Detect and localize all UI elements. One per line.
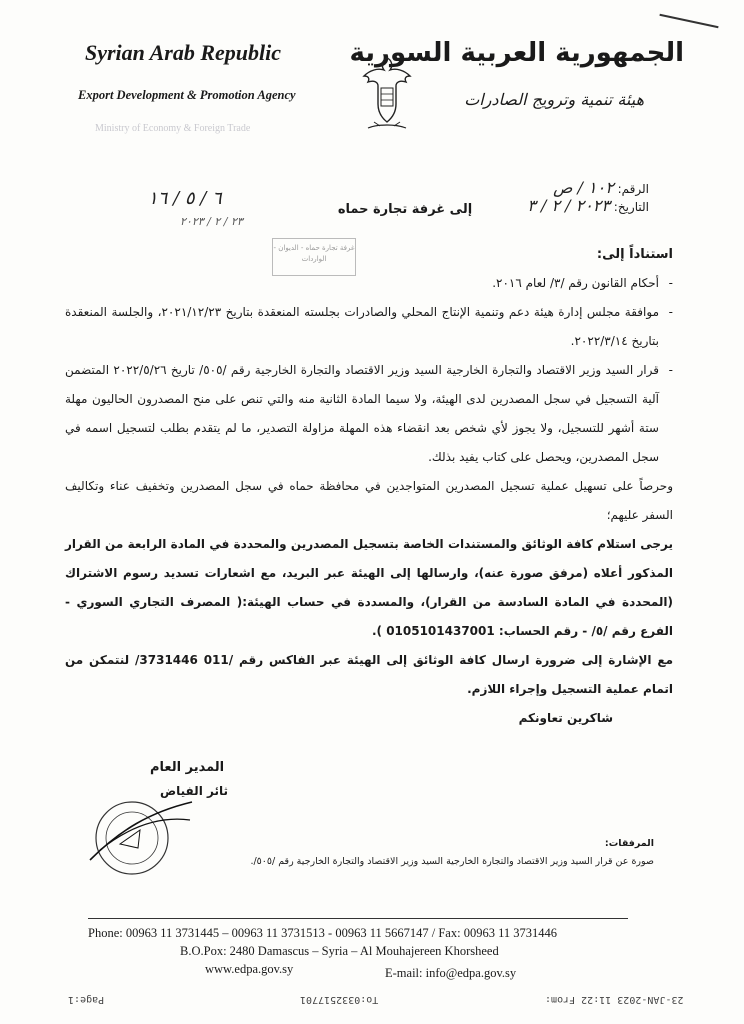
official-seal-icon [80,790,200,880]
footer-website: www.edpa.gov.sy [205,962,294,976]
closing: شاكرين تعاونكم [518,711,613,725]
number-label: الرقم: [617,182,649,196]
received-stamp: غرفة تجارة حماه - الديوان - الواردات [272,238,356,276]
letterhead-en-subtitle: Export Development & Promotion Agency [78,88,296,102]
basis-list [65,269,673,472]
number-value: ١٠٢ / ص [553,178,614,197]
footer-address: B.O.Pox: 2480 Damascus – Syria – Al Mouhajereen Khorsheed [180,944,499,958]
fax-header-to: To:0332517701 [300,994,379,1005]
ghost-text: Ministry of Economy & Foreign Trade [95,123,251,134]
letterhead-ar-title: الجمهورية العربية السورية [349,38,684,68]
date-label: التاريخ: [613,200,649,214]
attachments-label: المرفقات: [604,838,654,849]
attachments-item: صورة عن قرار السيد وزير الاقتصاد والتجارة الخارجية السيد وزير الاقتصاد والتجارة الخارجية رقم /٥٠٥/. [250,856,654,867]
paragraph-fax-note: مع الإشارة إلى ضرورة ارسال كافة الوثائق إلى الهيئة عبر الفاكس رقم /011 3731446/ لنتمكن من اتمام عملية التسجيل وإجراء اللازم. [65,653,674,696]
handwritten-ref: ٦ / ٥ / ١٦ [148,188,222,209]
eagle-emblem-icon [348,52,426,138]
body-heading: استناداً إلى: [596,247,673,262]
addressee: إلى غرفة تجارة حماه [337,202,473,217]
footer-phone: Phone: 00963 11 3731445 – 00963 11 3731513 - 00963 11 5667147 / Fax: 00963 11 3731446 [88,926,557,940]
signatory-name: ثائر الفياض [160,784,228,798]
footer-divider [88,918,628,919]
fax-header-from: 23-JAN-2023 11:22 From: [545,994,684,1005]
reference-number [553,178,649,197]
paragraph-purpose: وحرصاً على تسهيل عملية تسجيل المصدرين المتواجدين في محافظة حماه في سجل المصدرين وتخفيف عناء وتكاليف السفر عليهم؛ [65,479,673,522]
list-item: - قرار السيد وزير الاقتصاد والتجارة الخارجية السيد وزير الاقتصاد والتجارة الخارجية رقم /٥٠٥/ تاريخ ٢٠٢٢/٥/٢٦ المتضمن آلية التسجيل في سجل المصدرين لدى الهيئة، ولا سيما المادة الثانية منه والتي تنص على منح المصدرون الحاليون مهلة ستة أشهر للتسجيل، ولا يجوز لأي شخص بعد انقضاء هذه المهلة مزاولة التصدير، ما لم يتقدم بطلب لتسجيل اسمه في سجل المصدرين، ويحصل على كتاب يفيد بذلك. [65,356,659,472]
letterhead-en-title: Syrian Arab Republic [85,40,281,65]
handwritten-date: ٢٣ / ٢ / ٢٠٢٣ [180,215,243,228]
reference-date [527,196,649,215]
date-value: ٢٠٢٣ / ٢ / ٣ [527,196,610,215]
letterhead-ar-subtitle: هيئة تنمية وترويج الصادرات [464,90,644,109]
fax-header-page: Page:1 [68,994,105,1005]
list-item: - موافقة مجلس إدارة هيئة دعم وتنمية الإنتاج المحلي والصادرات بجلسته المنعقدة بتاريخ ٢٠٢١/١٢/٢٣، والجلسة المنعقدة بتاريخ ٢٠٢٢/٣/١٤. [65,298,659,356]
scan-mark [659,14,718,28]
paragraph-request: يرجى استلام كافة الوثائق والمستندات الخاصة بتسجيل المصدرين والمحددة في المادة الرابعة من القرار المذكور أعلاه (مرفق صورة عنه)، وارسالها إلى الهيئة عبر البريد، مع اشعارات تسديد رسوم الاشتراك (المحددة في المادة السادسة من القرار)، والمسددة في حساب الهيئة:( المصرف التجاري السوري - الفرع رقم /٥/ - رقم الحساب: 0105101437001 ). [65,537,673,638]
list-item: - أحكام القانون رقم /٣/ لعام ٢٠١٦. [65,269,659,298]
footer-email: E-mail: info@edpa.gov.sy [385,966,517,980]
signatory-title: المدير العام [150,760,225,775]
letter-body [65,240,673,733]
